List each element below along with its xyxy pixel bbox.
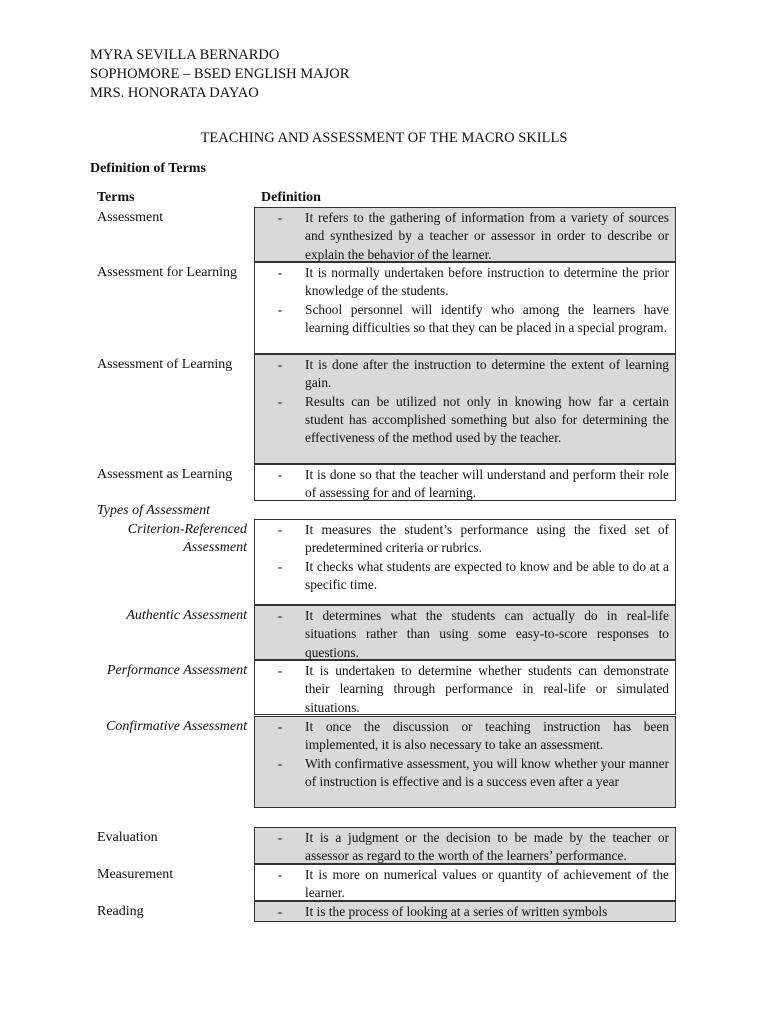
- definition-cell: [254, 519, 676, 605]
- bullet-dash: -: [277, 522, 283, 537]
- term-label: Evaluation: [97, 830, 158, 845]
- definition-cell: [254, 605, 676, 660]
- definition-text: It is done after the instruction to determine the extent of learning gain.: [305, 357, 669, 391]
- definition-cell: [254, 207, 676, 262]
- bullet-dash: -: [277, 608, 283, 623]
- definition-text: It is undertaken to determine whether students can demonstrate their learning through performance in real-life or simulated situations.: [305, 663, 669, 715]
- teacher-name: MRS. HONORATA DAYAO: [90, 85, 259, 101]
- definition-text: It refers to the gathering of information from a variety of sources and synthesized by a teacher or assessor in order to describe or explain the behavior of the learner.: [305, 210, 669, 262]
- document-title: TEACHING AND ASSESSMENT OF THE MACRO SKILLS: [200, 130, 568, 146]
- bullet-dash: -: [277, 558, 283, 574]
- definition-cell: [254, 464, 676, 501]
- definition-item: [255, 356, 669, 393]
- bullet-dash: -: [277, 904, 283, 919]
- term-label: Assessment as Learning: [97, 467, 233, 482]
- term-label: Confirmative Assessment: [106, 719, 247, 734]
- bullet-dash: -: [277, 301, 283, 317]
- definition-text: Results can be utilized not only in knowing how far a certain student has accomplished something but also for determining the effectiveness of the method used by the teacher.: [305, 393, 669, 446]
- definition-cell: [254, 660, 676, 715]
- bullet-dash: -: [277, 867, 283, 882]
- definition-text: With confirmative assessment, you will know whether your manner of instruction is effective and is a success even after a year: [305, 755, 669, 789]
- term-label: Assessment of Learning: [97, 357, 233, 372]
- definition-item: [255, 521, 669, 558]
- definition-item: [255, 662, 669, 717]
- bullet-dash: -: [277, 830, 283, 845]
- bullet-dash: -: [277, 663, 283, 678]
- bullet-dash: -: [277, 719, 283, 734]
- term-label: Reading: [97, 904, 144, 919]
- term-label: Assessment for Learning: [97, 265, 237, 280]
- definition-cell: [254, 262, 676, 354]
- definition-item: [255, 607, 669, 662]
- bullet-dash: -: [277, 357, 283, 372]
- definition-cell: [254, 716, 676, 808]
- definition-item: [255, 393, 669, 448]
- category-label: Types of Assessment: [97, 503, 211, 518]
- definition-item: [255, 829, 669, 866]
- bullet-dash: -: [277, 393, 283, 409]
- definition-item: [255, 558, 669, 595]
- definition-item: [255, 301, 669, 338]
- definition-item: [255, 866, 669, 903]
- definition-cell: [254, 864, 676, 901]
- definition-cell: [254, 827, 676, 864]
- bullet-dash: -: [277, 755, 283, 771]
- student-course: SOPHOMORE – BSED ENGLISH MAJOR: [90, 66, 350, 82]
- definition-item: [255, 755, 669, 792]
- definition-cell: [254, 354, 676, 464]
- definition-item: [255, 903, 669, 921]
- bullet-dash: -: [277, 210, 283, 225]
- terms-column-header: Terms: [97, 190, 135, 205]
- definition-item: [255, 466, 669, 503]
- definition-text: It determines what the students can actually do in real-life situations rather than using some easy-to-score responses to questions.: [305, 608, 669, 660]
- term-label: Measurement: [97, 867, 174, 882]
- term-label: Criterion-Referenced Assessment: [127, 522, 247, 555]
- student-name: MYRA SEVILLA BERNARDO: [90, 47, 280, 63]
- definition-text: It is more on numerical values or quantity of achievement of the learner.: [305, 867, 669, 901]
- definition-item: [255, 718, 669, 755]
- definition-cell: [254, 901, 676, 922]
- definition-text: It once the discussion or teaching instruction has been implemented, it is also necessary to take an assessment.: [305, 719, 669, 753]
- term-label: Performance Assessment: [106, 663, 247, 678]
- header-block: [90, 46, 349, 103]
- definition-text: It is a judgment or the decision to be made by the teacher or assessor as regard to the worth of the learners’ performance.: [305, 830, 669, 864]
- definition-text: It measures the student’s performance using the fixed set of predetermined criteria or rubrics.: [305, 522, 669, 556]
- term-label: Assessment: [97, 210, 164, 225]
- definition-column-header: Definition: [261, 190, 321, 205]
- term-label: Authentic Assessment: [126, 608, 247, 623]
- definition-text: It is the process of looking at a series of written symbols: [305, 904, 608, 919]
- definition-text: It is normally undertaken before instruction to determine the prior knowledge of the students.: [305, 265, 669, 299]
- bullet-dash: -: [277, 265, 283, 280]
- bullet-dash: -: [277, 467, 283, 482]
- definition-item: [255, 264, 669, 301]
- definition-text: School personnel will identify who among the learners have learning difficulties so that they can be placed in a special program.: [305, 301, 669, 335]
- definition-text: It is done so that the teacher will understand and perform their role of assessing for and of learning.: [305, 467, 669, 501]
- section-title: Definition of Terms: [90, 161, 206, 176]
- definition-item: [255, 209, 669, 264]
- definition-text: It checks what students are expected to know and be able to do at a specific time.: [305, 558, 669, 592]
